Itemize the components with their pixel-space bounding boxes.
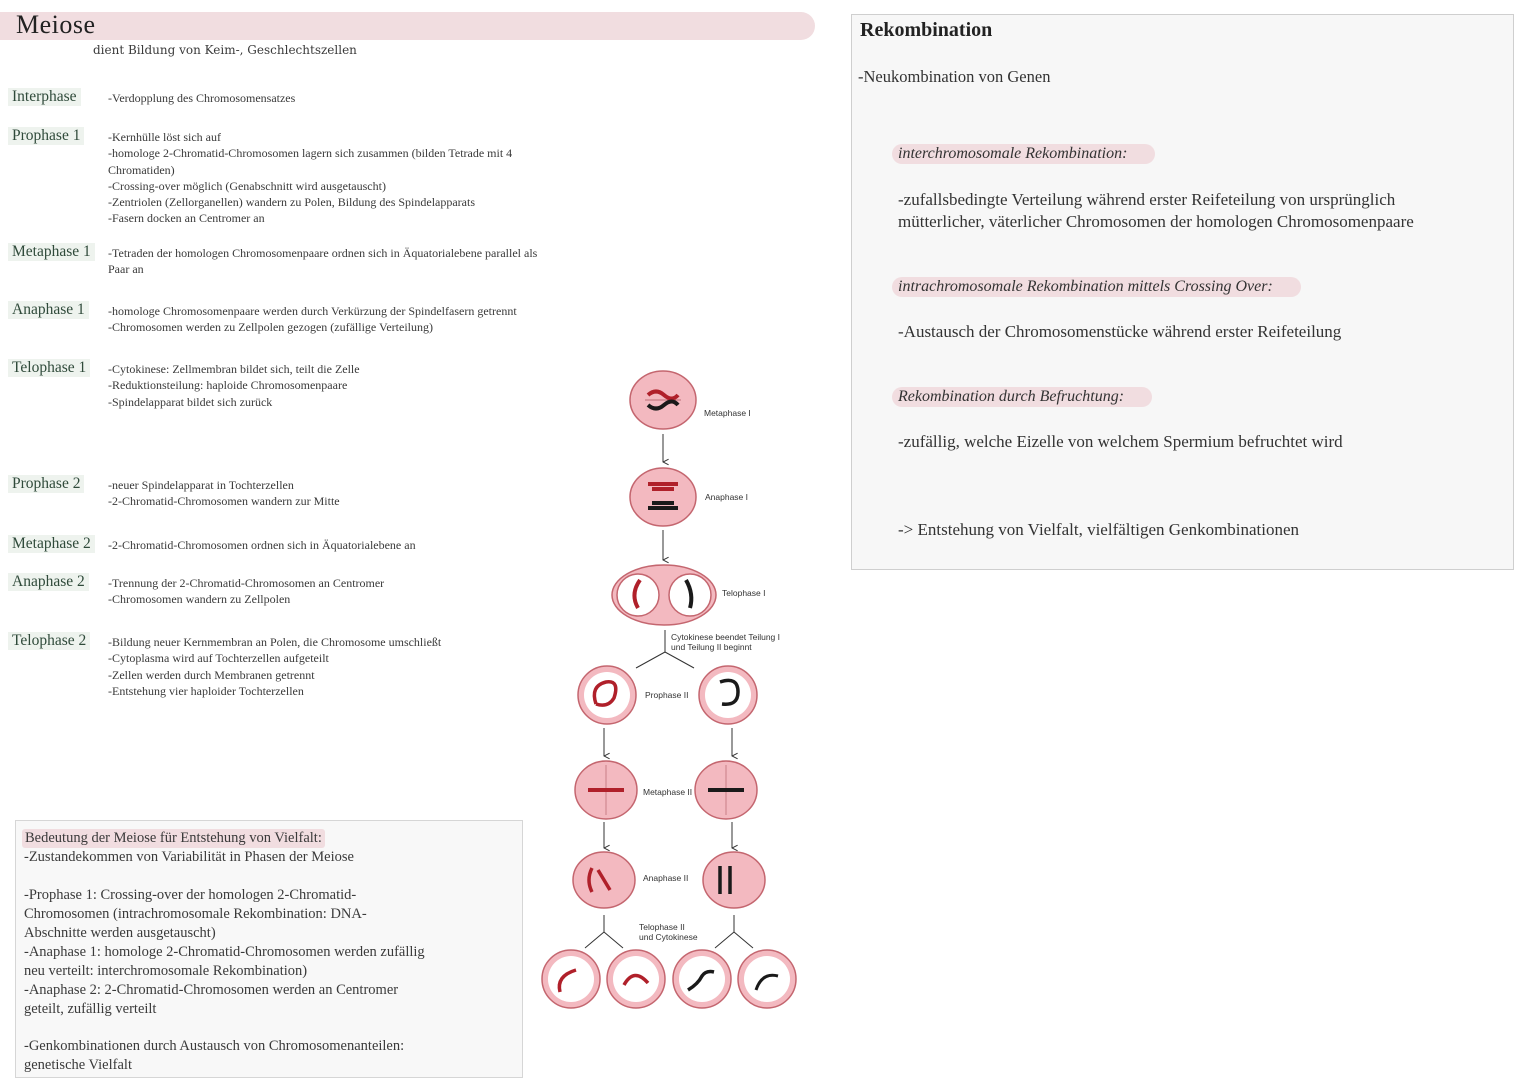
branch-arrow-icon bbox=[585, 915, 623, 948]
phase-line: Paar an bbox=[108, 262, 144, 277]
cell-anaphase-1 bbox=[630, 468, 696, 526]
phase-line: -homologe 2-Chromatid-Chromosomen lagern sich zusammen (bilden Tetrade mit 4 bbox=[108, 146, 513, 161]
label-metaphase-2: Metaphase II bbox=[643, 787, 693, 797]
phase-lines bbox=[108, 245, 648, 278]
phase-line: -neuer Spindelapparat in Tochterzellen bbox=[108, 478, 294, 492]
significance-heading: Bedeutung der Meiose für Entstehung von Vielfalt: bbox=[22, 829, 325, 848]
recombination-box bbox=[851, 14, 1514, 570]
label-metaphase-1: Metaphase I bbox=[704, 408, 751, 418]
significance-spacer bbox=[24, 1019, 504, 1037]
phase-line: -Cytoplasma wird auf Tochterzellen aufgeteilt bbox=[108, 651, 329, 666]
phase-label: Telophase 2 bbox=[8, 632, 90, 650]
phase-label: Prophase 2 bbox=[8, 475, 84, 493]
significance-line: -Prophase 1: Crossing-over der homologen 2-Chromatid- bbox=[24, 887, 357, 903]
phase-line: -Trennung der 2-Chromatid-Chromosomen an Centromer bbox=[108, 576, 385, 590]
label-anaphase-2: Anaphase II bbox=[643, 873, 689, 883]
cell-prophase-2-right bbox=[699, 666, 757, 724]
recombination-conclusion: -> Entstehung von Vielfalt, vielfältigen Genkombinationen bbox=[898, 520, 1300, 539]
cell-metaphase-2-right bbox=[695, 761, 757, 819]
phase-line: -Crossing-over möglich (Genabschnitt wird ausgetauscht) bbox=[108, 178, 386, 193]
phase-line: -Bildung neuer Kernmembran an Polen, die Chromosome umschließt bbox=[108, 635, 442, 649]
phase-line: -Tetraden der homologen Chromosomenpaare ordnen sich in Äquatorialebene parallel als bbox=[108, 246, 538, 260]
page-title: Meiose bbox=[16, 10, 96, 39]
phase-line: -Zellen werden durch Membranen getrennt bbox=[108, 667, 315, 682]
significance-line: geteilt, zufällig verteilt bbox=[24, 1001, 157, 1017]
cell-metaphase-1 bbox=[630, 371, 696, 429]
phase-label: Metaphase 2 bbox=[8, 535, 95, 553]
phase-line: -2-Chromatid-Chromosomen ordnen sich in Äquatorialebene an bbox=[108, 538, 416, 552]
significance-line: Chromosomen (intrachromosomale Rekombination: DNA- bbox=[24, 906, 367, 922]
phase-line: -Spindelapparat bildet sich zurück bbox=[108, 394, 273, 409]
phase-label: Telophase 1 bbox=[8, 359, 90, 377]
significance-line: genetische Vielfalt bbox=[24, 1057, 132, 1073]
phase-line: -Reduktionsteilung: haploide Chromosomenpaare bbox=[108, 378, 348, 393]
phase-label: Metaphase 1 bbox=[8, 243, 95, 261]
inter-text-2: mütterlicher, väterlicher Chromosomen der homologen Chromosomenpaare bbox=[898, 212, 1414, 231]
phase-label: Anaphase 2 bbox=[8, 573, 89, 591]
label-cytokinese-2: und Teilung II beginnt bbox=[671, 642, 752, 652]
title-highlight bbox=[0, 12, 815, 40]
phase-line: -Zentriolen (Zellorganellen) wandern zu Polen, Bildung des Spindelapparats bbox=[108, 195, 476, 210]
branch-arrow-icon bbox=[715, 915, 753, 948]
phase-label: Interphase bbox=[8, 88, 81, 106]
daughter-cell-4 bbox=[738, 950, 796, 1008]
daughter-cell-1 bbox=[542, 950, 600, 1008]
phase-lines bbox=[108, 303, 648, 336]
inter-text-1: -zufallsbedingte Verteilung während erster Reifeteilung von ursprünglich bbox=[898, 190, 1396, 209]
fertilization-text: -zufällig, welche Eizelle von welchem Spermium befruchtet wird bbox=[898, 432, 1343, 451]
intra-heading: intrachromosomale Rekombination mittels Crossing Over: bbox=[892, 277, 1301, 297]
cell-metaphase-2-left bbox=[575, 761, 637, 819]
recombination-title: Rekombination bbox=[860, 19, 993, 41]
meiosis-diagram bbox=[530, 360, 800, 1020]
label-prophase-2: Prophase II bbox=[645, 690, 689, 700]
phase-lines bbox=[108, 90, 648, 106]
significance-box bbox=[15, 820, 523, 1078]
recombination-subtitle: -Neukombination von Genen bbox=[858, 67, 1051, 86]
fertilization-heading: Rekombination durch Befruchtung: bbox=[892, 387, 1152, 407]
phase-label: Prophase 1 bbox=[8, 127, 84, 145]
phase-line: -Fasern docken an Centromer an bbox=[108, 211, 265, 226]
phase-line: -homologe Chromosomenpaare werden durch Verkürzung der Spindelfasern getrennt bbox=[108, 304, 517, 318]
label-cytokinese-1: Cytokinese beendet Teilung I bbox=[671, 632, 781, 642]
daughter-cell-3 bbox=[673, 950, 731, 1008]
significance-line: Abschnitte werden ausgetauscht) bbox=[24, 925, 216, 941]
page-subtitle: dient Bildung von Keim-, Geschlechtszellen bbox=[93, 43, 357, 57]
inter-heading: interchromosomale Rekombination: bbox=[892, 144, 1155, 164]
cell-anaphase-2-right bbox=[703, 852, 765, 908]
phase-line: -Cytokinese: Zellmembran bildet sich, teilt die Zelle bbox=[108, 362, 360, 376]
significance-body bbox=[24, 848, 504, 1075]
cell-anaphase-2-left bbox=[573, 852, 635, 908]
phase-line: -Verdopplung des Chromosomensatzes bbox=[108, 91, 296, 105]
significance-line: -Zustandekommen von Variabilität in Phasen der Meiose bbox=[24, 849, 354, 865]
daughter-cell-2 bbox=[607, 950, 665, 1008]
phase-line: -Chromosomen werden zu Zellpolen gezogen (zufällige Verteilung) bbox=[108, 320, 434, 335]
phase-line: -2-Chromatid-Chromosomen wandern zur Mitte bbox=[108, 494, 340, 509]
phase-line: -Kernhülle löst sich auf bbox=[108, 130, 221, 144]
intra-text: -Austausch der Chromosomenstücke während erster Reifeteilung bbox=[898, 322, 1342, 341]
phase-lines bbox=[108, 129, 648, 227]
significance-line: -Anaphase 2: 2-Chromatid-Chromosomen werden an Centromer bbox=[24, 982, 399, 998]
significance-line: -Genkombinationen durch Austausch von Chromosomenanteilen: bbox=[24, 1038, 405, 1054]
phase-line: -Chromosomen wandern zu Zellpolen bbox=[108, 592, 291, 607]
label-telophase-2a: Telophase II bbox=[639, 922, 685, 932]
label-anaphase-1: Anaphase I bbox=[705, 492, 749, 502]
phase-line: Chromatiden) bbox=[108, 162, 175, 177]
label-telophase-2b: und Cytokinese bbox=[639, 932, 698, 942]
significance-line: neu verteilt: interchromosomale Rekombination) bbox=[24, 963, 308, 979]
cell-prophase-2-left bbox=[578, 666, 636, 724]
phase-line: -Entstehung vier haploider Tochterzellen bbox=[108, 683, 304, 698]
cell-telophase-1 bbox=[612, 565, 716, 625]
label-telophase-1: Telophase I bbox=[722, 588, 766, 598]
significance-line: -Anaphase 1: homologe 2-Chromatid-Chromosomen werden zufällig bbox=[24, 944, 425, 960]
phase-label: Anaphase 1 bbox=[8, 301, 89, 319]
significance-line bbox=[24, 867, 504, 886]
